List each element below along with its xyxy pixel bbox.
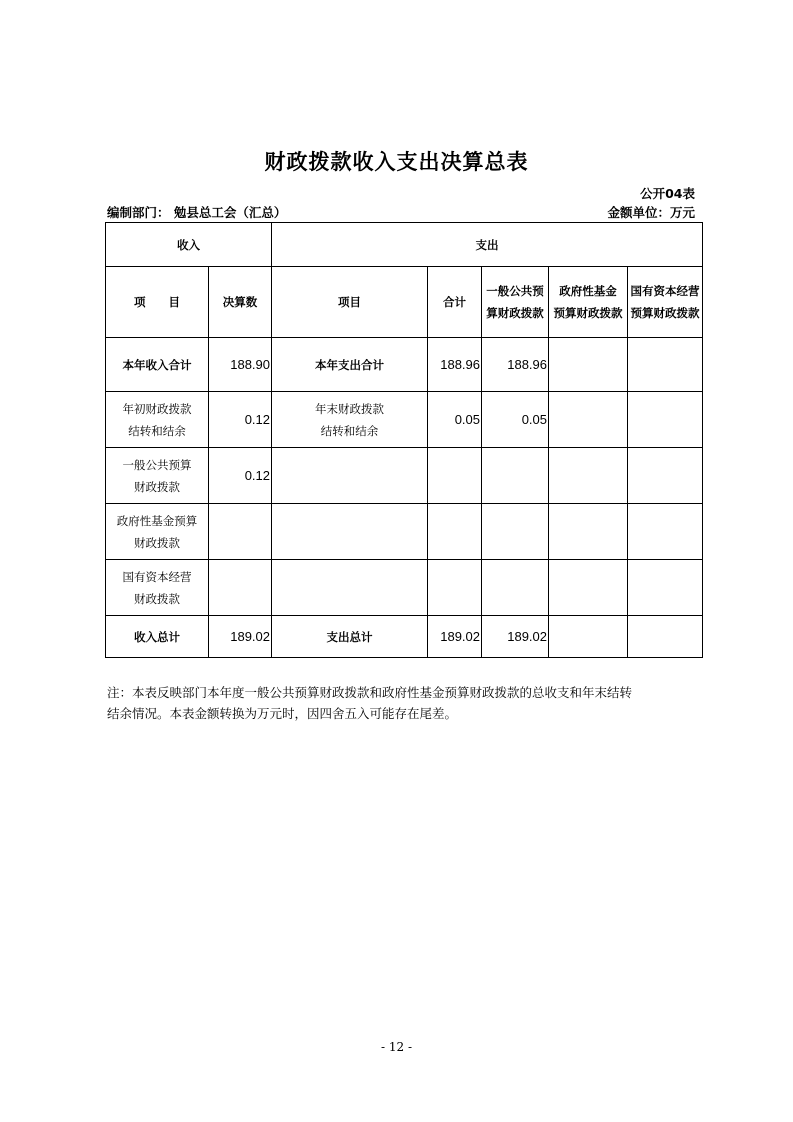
gov-fund-header-line2: 预算财政拨款 — [553, 306, 623, 320]
gov-fund-cell — [549, 504, 628, 560]
page-title: 财政拨款收入支出决算总表 — [264, 150, 529, 174]
expense-item-cell: 本年支出合计 — [272, 338, 428, 392]
table-row — [106, 504, 703, 560]
total-cell: 188.96 — [428, 338, 482, 392]
final-amount-header: 决算数 — [209, 267, 272, 338]
income-item-cell: 收入总计 — [106, 616, 209, 658]
income-item-cell — [106, 392, 209, 448]
income-item-header: 项 目 — [106, 267, 209, 338]
state-capital-cell — [628, 338, 703, 392]
state-capital-header-line1: 国有资本经营 — [630, 284, 700, 298]
note-line2: 结余情况。本表金额转换为万元时，因四舍五入可能存在尾差。 — [107, 706, 458, 721]
income-item-line1: 一般公共预算 — [122, 457, 192, 472]
general-budget-header-line1: 一般公共预 — [486, 284, 544, 298]
gov-fund-header — [549, 267, 628, 338]
income-value-cell: 189.02 — [209, 616, 272, 658]
income-item-line1: 政府性基金预算 — [116, 513, 198, 528]
expense-item-cell — [272, 448, 428, 504]
form-number: 公开04表 — [640, 186, 695, 201]
general-budget-header-line2: 算财政拨款 — [486, 306, 544, 320]
amount-unit-label: 金额单位：万元 — [607, 205, 695, 220]
expense-header: 支出 — [272, 223, 703, 267]
income-item-line2: 财政拨款 — [134, 479, 180, 494]
gov-fund-cell — [549, 560, 628, 616]
table-row — [106, 338, 703, 392]
expense-item-cell — [272, 560, 428, 616]
expense-item-header: 项目 — [272, 267, 428, 338]
expense-item-cell — [272, 504, 428, 560]
total-cell: 189.02 — [428, 616, 482, 658]
income-item-cell — [106, 504, 209, 560]
gov-fund-cell — [549, 448, 628, 504]
gov-fund-cell — [549, 392, 628, 448]
total-cell — [428, 504, 482, 560]
expense-item-cell: 支出总计 — [272, 616, 428, 658]
income-item-line2: 结转和结余 — [128, 423, 186, 438]
income-item-line2: 财政拨款 — [134, 535, 180, 550]
general-budget-cell — [482, 504, 549, 560]
general-budget-cell — [482, 448, 549, 504]
income-item-cell — [106, 448, 209, 504]
table-row — [106, 392, 703, 448]
income-value-cell: 0.12 — [209, 448, 272, 504]
table-row — [106, 560, 703, 616]
general-budget-cell: 0.05 — [482, 392, 549, 448]
expense-item-line1: 年末财政拨款 — [315, 401, 384, 416]
income-item-cell — [106, 560, 209, 616]
income-value-cell — [209, 504, 272, 560]
expense-item-line2: 结转和结余 — [320, 423, 379, 438]
budget-summary-table — [105, 222, 703, 658]
table-row — [106, 616, 703, 658]
general-budget-cell — [482, 560, 549, 616]
income-item-line1: 国有资本经营 — [122, 569, 192, 584]
income-item-line2: 财政拨款 — [134, 591, 180, 606]
income-item-cell: 本年收入合计 — [106, 338, 209, 392]
total-cell — [428, 560, 482, 616]
state-capital-header-line2: 预算财政拨款 — [630, 306, 700, 320]
state-capital-cell — [628, 616, 703, 658]
income-item-line1: 年初财政拨款 — [122, 401, 192, 416]
state-capital-cell — [628, 504, 703, 560]
income-value-cell: 188.90 — [209, 338, 272, 392]
general-budget-cell: 188.96 — [482, 338, 549, 392]
gov-fund-header-line1: 政府性基金 — [559, 284, 617, 298]
department-label: 编制部门： 勉县总工会（汇总） — [107, 205, 287, 220]
income-value-cell: 0.12 — [209, 392, 272, 448]
state-capital-cell — [628, 392, 703, 448]
state-capital-cell — [628, 560, 703, 616]
state-capital-header — [628, 267, 703, 338]
income-value-cell — [209, 560, 272, 616]
general-budget-cell: 189.02 — [482, 616, 549, 658]
income-header: 收入 — [106, 223, 272, 267]
table-note — [107, 682, 697, 724]
total-cell — [428, 448, 482, 504]
state-capital-cell — [628, 448, 703, 504]
table-row — [106, 448, 703, 504]
note-line1: 注：本表反映部门本年度一般公共预算财政拨款和政府性基金预算财政拨款的总收支和年末结转 — [107, 685, 633, 700]
general-budget-header — [482, 267, 549, 338]
total-cell: 0.05 — [428, 392, 482, 448]
total-header: 合计 — [428, 267, 482, 338]
expense-item-cell — [272, 392, 428, 448]
gov-fund-cell — [549, 616, 628, 658]
gov-fund-cell — [549, 338, 628, 392]
page-number: - 12 - — [380, 1040, 412, 1054]
